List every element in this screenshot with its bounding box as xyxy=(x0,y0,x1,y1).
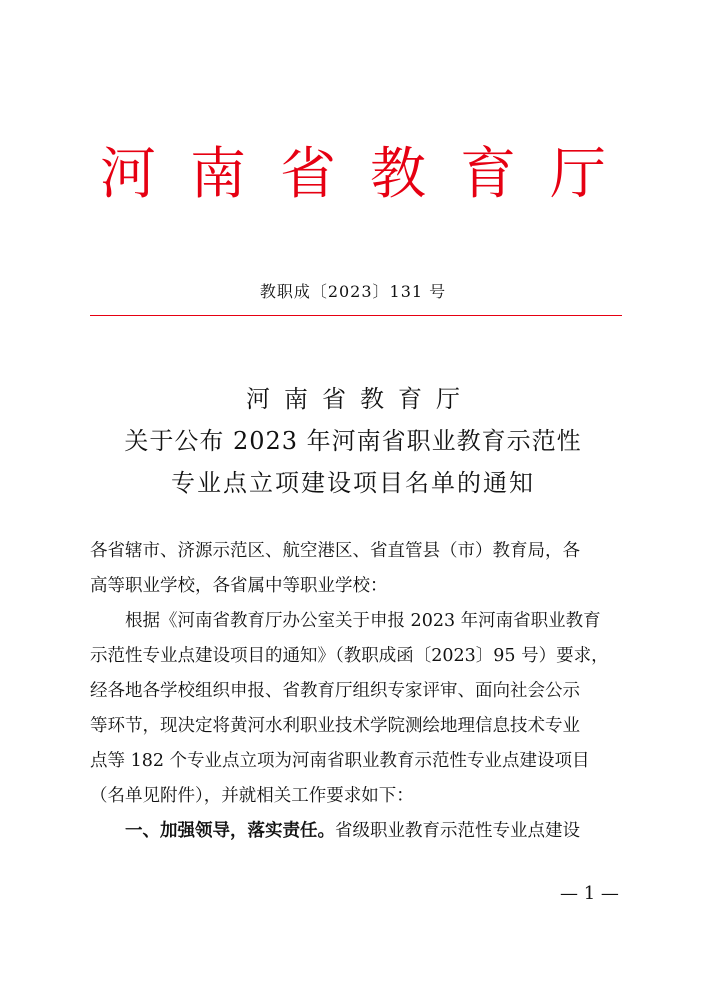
section-1-line xyxy=(125,818,665,844)
title-line-subject-cont: 专业点立项建设项目名单的通知 xyxy=(171,469,535,497)
paragraph-line: 点等 182 个专业点立项为河南省职业教育示范性专业点建设项目 xyxy=(90,751,590,771)
paragraph-line: 经各地各学校组织申报、省教育厅组织专家评审、面向社会公示 xyxy=(90,681,580,701)
document-number: 教职成〔2023〕131 号 xyxy=(259,282,447,301)
page-number: — 1 — xyxy=(560,883,619,904)
paragraph-line: 根据《河南省教育厅办公室关于申报 2023 年河南省职业教育 xyxy=(125,611,601,631)
paragraph-line: （名单见附件），并就相关工作要求如下： xyxy=(90,786,414,806)
title-line-subject: 关于公布 2023 年河南省职业教育示范性 xyxy=(124,427,582,455)
paragraph-line: 等环节，现决定将黄河水利职业技术学院测绘地理信息技术专业 xyxy=(90,716,580,736)
title-line-issuer: 河南省教育厅 xyxy=(246,385,474,413)
issuer-masthead: 河南省教育厅 xyxy=(100,142,640,207)
section-1-heading: 一、加强领导，落实责任。 xyxy=(125,821,335,841)
addressee-line-1: 各省辖市、济源示范区、航空港区、省直管县（市）教育局，各 xyxy=(90,541,580,561)
section-1-text: 省级职业教育示范性专业点建设 xyxy=(335,821,580,841)
red-divider xyxy=(90,315,622,316)
addressee-line-2: 高等职业学校，各省属中等职业学校： xyxy=(90,576,388,596)
paragraph-line: 示范性专业点建设项目的通知》（教职成函〔2023〕95 号）要求， xyxy=(90,646,609,666)
